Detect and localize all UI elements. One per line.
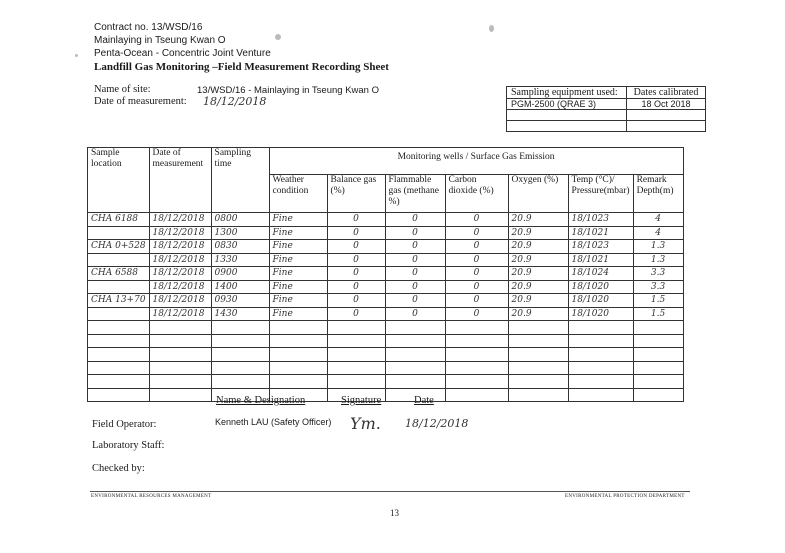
cell-temp-pressure: 18/1020 — [568, 280, 633, 294]
table-row — [88, 253, 684, 267]
table-row-empty — [88, 361, 684, 375]
cell-temp-pressure: 18/1020 — [568, 294, 633, 308]
empty-cell — [508, 375, 568, 389]
header-balance-gas: Balance gas (%) — [327, 175, 385, 213]
empty-cell — [211, 321, 269, 335]
calibration-empty-cell — [627, 110, 706, 121]
project-name: Mainlaying in Tseung Kwan O — [94, 35, 226, 46]
scan-speck — [275, 34, 281, 40]
cell-flammable-gas: 0 — [385, 280, 445, 294]
field-operator-date: 18/12/2018 — [405, 417, 469, 430]
cell-remark: 4 — [633, 213, 683, 227]
empty-cell — [327, 321, 385, 335]
cell-oxygen: 20.9 — [508, 267, 568, 281]
cell-carbon-dioxide: 0 — [445, 267, 508, 281]
header-oxygen: Oxygen (%) — [508, 175, 568, 213]
empty-cell — [445, 348, 508, 362]
empty-cell — [88, 361, 150, 375]
empty-cell — [568, 334, 633, 348]
cell-weather: Fine — [269, 213, 327, 227]
table-row-empty — [88, 388, 684, 402]
empty-cell — [633, 388, 683, 402]
cell-weather: Fine — [269, 253, 327, 267]
cell-remark: 3.3 — [633, 280, 683, 294]
cell-oxygen: 20.9 — [508, 294, 568, 308]
cell-oxygen: 20.9 — [508, 307, 568, 321]
empty-cell — [327, 375, 385, 389]
cell-flammable-gas: 0 — [385, 240, 445, 254]
empty-cell — [269, 348, 327, 362]
cell-oxygen: 20.9 — [508, 240, 568, 254]
cell-date: 18/12/2018 — [149, 226, 211, 240]
equipment-table — [506, 86, 706, 132]
table-row — [88, 294, 684, 308]
cell-location — [88, 280, 150, 294]
equipment-value: PGM-2500 (QRAE 3) — [507, 99, 627, 110]
cell-weather: Fine — [269, 226, 327, 240]
empty-cell — [149, 388, 211, 402]
cell-date: 18/12/2018 — [149, 213, 211, 227]
cell-oxygen: 20.9 — [508, 253, 568, 267]
empty-cell — [445, 321, 508, 335]
table-row-empty — [88, 321, 684, 335]
table-row — [88, 240, 684, 254]
empty-cell — [633, 321, 683, 335]
cell-time: 0830 — [211, 240, 269, 254]
cell-carbon-dioxide: 0 — [445, 294, 508, 308]
cell-balance-gas: 0 — [327, 253, 385, 267]
empty-cell — [568, 375, 633, 389]
empty-cell — [385, 375, 445, 389]
empty-cell — [568, 321, 633, 335]
empty-cell — [385, 321, 445, 335]
empty-cell — [445, 375, 508, 389]
cell-carbon-dioxide: 0 — [445, 240, 508, 254]
cell-balance-gas: 0 — [327, 213, 385, 227]
footer-right: ENVIRONMENTAL PROTECTION DEPARTMENT — [565, 494, 685, 499]
cell-date: 18/12/2018 — [149, 294, 211, 308]
cell-time: 1330 — [211, 253, 269, 267]
equipment-header: Sampling equipment used: — [507, 87, 627, 99]
empty-cell — [88, 375, 150, 389]
date-heading: Date — [414, 395, 434, 406]
cell-date: 18/12/2018 — [149, 280, 211, 294]
header-sample-location: Sample location — [88, 148, 150, 213]
measurement-date-label: Date of measurement: — [94, 96, 187, 107]
checked-by-label: Checked by: — [92, 463, 145, 474]
sheet-title: Landfill Gas Monitoring –Field Measurement Recording Sheet — [94, 61, 389, 73]
header-flammable-gas: Flammable gas (methane %) — [385, 175, 445, 213]
cell-location: CHA 6188 — [88, 213, 150, 227]
empty-cell — [327, 348, 385, 362]
empty-cell — [149, 334, 211, 348]
contract-number: Contract no. 13/WSD/16 — [94, 22, 203, 33]
cell-flammable-gas: 0 — [385, 253, 445, 267]
table-row-empty — [88, 348, 684, 362]
table-row — [88, 280, 684, 294]
cell-remark: 3.3 — [633, 267, 683, 281]
cell-balance-gas: 0 — [327, 226, 385, 240]
cell-temp-pressure: 18/1023 — [568, 213, 633, 227]
cell-time: 1430 — [211, 307, 269, 321]
empty-cell — [211, 361, 269, 375]
table-row — [88, 226, 684, 240]
cell-weather: Fine — [269, 294, 327, 308]
cell-flammable-gas: 0 — [385, 307, 445, 321]
empty-cell — [508, 334, 568, 348]
cell-weather: Fine — [269, 280, 327, 294]
empty-cell — [633, 334, 683, 348]
empty-cell — [633, 361, 683, 375]
footer-left: ENVIRONMENTAL RESOURCES MANAGEMENT — [91, 494, 212, 499]
cell-balance-gas: 0 — [327, 267, 385, 281]
empty-cell — [385, 348, 445, 362]
cell-remark: 1.3 — [633, 240, 683, 254]
empty-cell — [88, 348, 150, 362]
cell-flammable-gas: 0 — [385, 267, 445, 281]
empty-cell — [88, 334, 150, 348]
empty-cell — [327, 361, 385, 375]
cell-location: CHA 0+528 — [88, 240, 150, 254]
footer-rule — [90, 491, 690, 492]
table-row-empty — [88, 375, 684, 389]
cell-remark: 1.5 — [633, 307, 683, 321]
empty-cell — [445, 361, 508, 375]
empty-cell — [568, 388, 633, 402]
calibration-empty-cell — [627, 121, 706, 132]
cell-date: 18/12/2018 — [149, 267, 211, 281]
name-designation-heading: Name & Designation — [216, 395, 306, 406]
scan-speck — [489, 25, 494, 32]
empty-cell — [211, 334, 269, 348]
field-operator-label: Field Operator: — [92, 419, 157, 430]
cell-location: CHA 13+70 — [88, 294, 150, 308]
cell-time: 0930 — [211, 294, 269, 308]
header-temp-pressure: Temp (°C)/ Pressure(mbar) — [568, 175, 633, 213]
empty-cell — [568, 361, 633, 375]
header-monitoring-wells: Monitoring wells / Surface Gas Emission — [269, 148, 683, 175]
empty-cell — [269, 334, 327, 348]
cell-temp-pressure: 18/1021 — [568, 253, 633, 267]
cell-date: 18/12/2018 — [149, 253, 211, 267]
header-carbon-dioxide: Carbon dioxide (%) — [445, 175, 508, 213]
cell-balance-gas: 0 — [327, 294, 385, 308]
cell-temp-pressure: 18/1020 — [568, 307, 633, 321]
cell-time: 0900 — [211, 267, 269, 281]
empty-cell — [633, 375, 683, 389]
empty-cell — [88, 388, 150, 402]
measurement-date-value: 18/12/2018 — [203, 95, 267, 108]
empty-cell — [445, 388, 508, 402]
header-weather: Weather condition — [269, 175, 327, 213]
field-operator-signature: Ym. — [350, 414, 381, 433]
cell-temp-pressure: 18/1024 — [568, 267, 633, 281]
cell-time: 1400 — [211, 280, 269, 294]
cell-flammable-gas: 0 — [385, 226, 445, 240]
cell-carbon-dioxide: 0 — [445, 280, 508, 294]
cell-balance-gas: 0 — [327, 280, 385, 294]
empty-cell — [508, 348, 568, 362]
cell-weather: Fine — [269, 240, 327, 254]
empty-cell — [385, 361, 445, 375]
empty-cell — [269, 321, 327, 335]
cell-time: 1300 — [211, 226, 269, 240]
cell-time: 0800 — [211, 213, 269, 227]
calibration-header: Dates calibrated — [627, 87, 706, 99]
cell-flammable-gas: 0 — [385, 294, 445, 308]
empty-cell — [211, 375, 269, 389]
empty-cell — [149, 348, 211, 362]
cell-location — [88, 226, 150, 240]
cell-carbon-dioxide: 0 — [445, 253, 508, 267]
scan-speck — [75, 54, 78, 57]
cell-temp-pressure: 18/1021 — [568, 226, 633, 240]
page-number: 13 — [390, 508, 399, 518]
empty-cell — [211, 348, 269, 362]
cell-weather: Fine — [269, 267, 327, 281]
empty-cell — [568, 348, 633, 362]
empty-cell — [327, 334, 385, 348]
cell-remark: 4 — [633, 226, 683, 240]
equipment-empty-cell — [507, 110, 627, 121]
header-remark: Remark Depth(m) — [633, 175, 683, 213]
equipment-empty-cell — [507, 121, 627, 132]
cell-remark: 1.3 — [633, 253, 683, 267]
cell-balance-gas: 0 — [327, 240, 385, 254]
calibration-value: 18 Oct 2018 — [627, 99, 706, 110]
site-name-label: Name of site: — [94, 84, 151, 95]
cell-balance-gas: 0 — [327, 307, 385, 321]
field-operator-name: Kenneth LAU (Safety Officer) — [215, 417, 332, 427]
empty-cell — [269, 375, 327, 389]
table-row — [88, 307, 684, 321]
table-row — [88, 213, 684, 227]
cell-carbon-dioxide: 0 — [445, 213, 508, 227]
site-name-value: 13/WSD/16 - Mainlaying in Tseung Kwan O — [197, 85, 379, 96]
cell-carbon-dioxide: 0 — [445, 226, 508, 240]
cell-oxygen: 20.9 — [508, 280, 568, 294]
signature-heading: Signature — [341, 395, 382, 406]
table-row-empty — [88, 334, 684, 348]
contractor-name: Penta-Ocean - Concentric Joint Venture — [94, 48, 271, 59]
empty-cell — [149, 321, 211, 335]
cell-date: 18/12/2018 — [149, 307, 211, 321]
cell-location — [88, 253, 150, 267]
cell-location: CHA 6588 — [88, 267, 150, 281]
cell-weather: Fine — [269, 307, 327, 321]
empty-cell — [385, 334, 445, 348]
header-date-of-measurement: Date of measurement — [149, 148, 211, 213]
empty-cell — [633, 348, 683, 362]
header-sampling-time: Sampling time — [211, 148, 269, 213]
laboratory-staff-label: Laboratory Staff: — [92, 440, 165, 451]
cell-temp-pressure: 18/1023 — [568, 240, 633, 254]
cell-remark: 1.5 — [633, 294, 683, 308]
empty-cell — [149, 375, 211, 389]
empty-cell — [269, 361, 327, 375]
cell-location — [88, 307, 150, 321]
cell-oxygen: 20.9 — [508, 213, 568, 227]
table-row — [88, 267, 684, 281]
empty-cell — [88, 321, 150, 335]
cell-carbon-dioxide: 0 — [445, 307, 508, 321]
cell-date: 18/12/2018 — [149, 240, 211, 254]
cell-oxygen: 20.9 — [508, 226, 568, 240]
empty-cell — [445, 334, 508, 348]
empty-cell — [508, 321, 568, 335]
empty-cell — [508, 361, 568, 375]
cell-flammable-gas: 0 — [385, 213, 445, 227]
measurement-table — [87, 147, 684, 402]
empty-cell — [149, 361, 211, 375]
empty-cell — [508, 388, 568, 402]
